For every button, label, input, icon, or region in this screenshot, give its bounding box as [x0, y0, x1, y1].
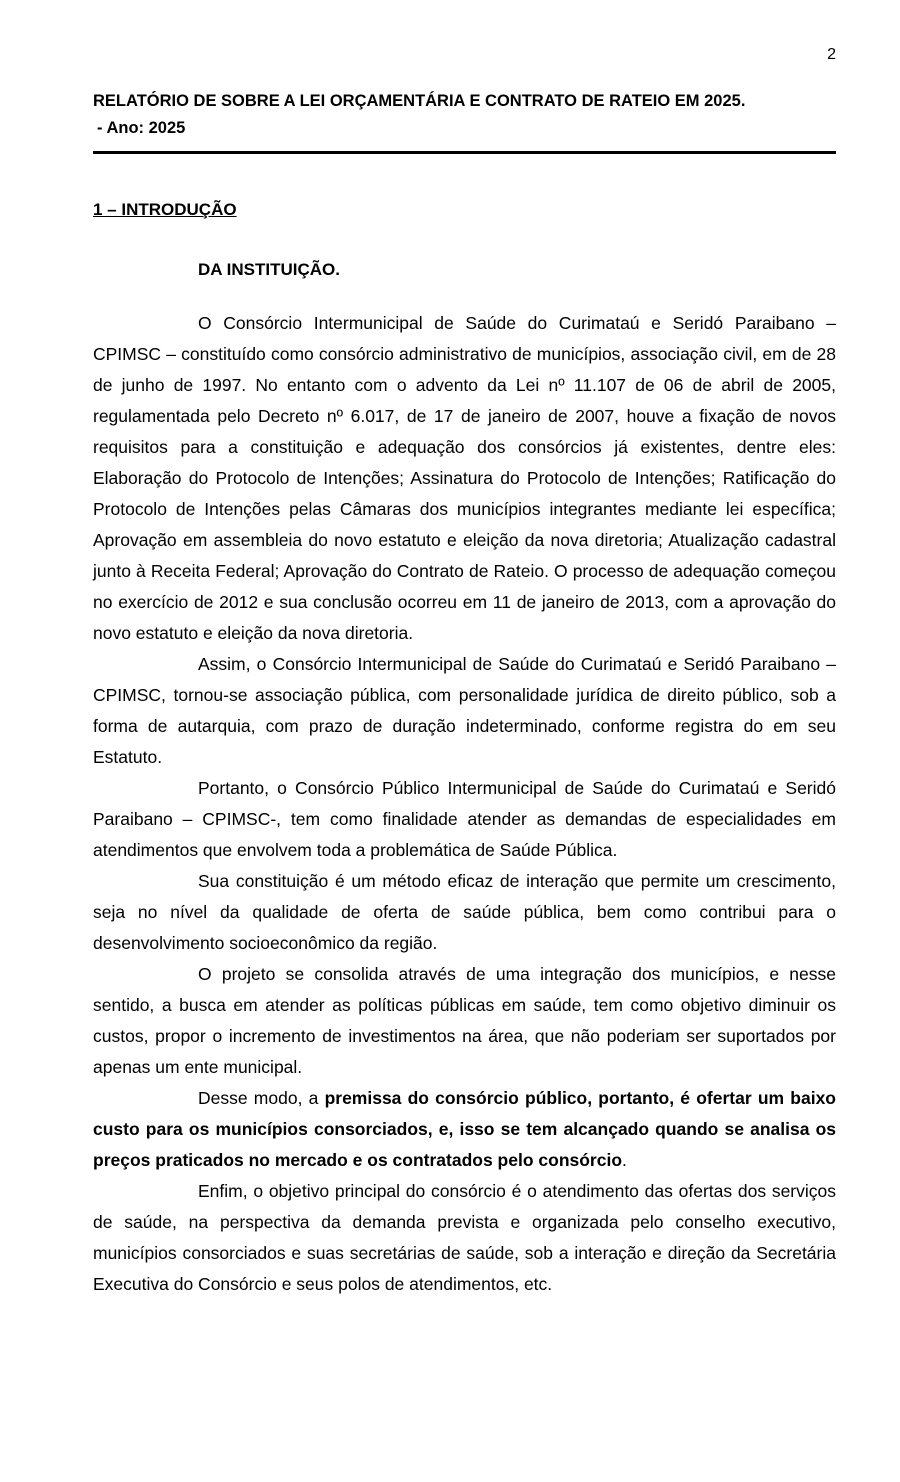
document-header: [93, 88, 836, 154]
subheading-da-instituicao: DA INSTITUIÇÃO.: [198, 260, 340, 279]
paragraph-6-bold-run: premissa do consórcio público, portanto, é ofertar um baixo custo para os municípios consorciados, e, isso se tem alcançado quando se analisa os preços praticados no mercado e os contratados pelo consórcio: [93, 1088, 836, 1170]
paragraph-6: [93, 1083, 836, 1176]
page-number: 2: [827, 46, 836, 63]
paragraph-3: Portanto, o Consórcio Público Intermunicipal de Saúde do Curimataú e Seridó Paraibano – CPIMSC-, tem como finalidade atender as demandas de especialidades em atendimentos que envolvem toda a problemática de Saúde Pública.: [93, 778, 836, 860]
section-heading-introducao: [93, 200, 836, 220]
section-heading-text: 1 – INTRODUÇÃO: [93, 200, 237, 219]
header-title-line2: - Ano: 2025: [97, 119, 186, 137]
paragraph-6-prefix: Desse modo, a: [198, 1088, 325, 1108]
paragraph-6-suffix: .: [622, 1150, 627, 1170]
paragraph-1: O Consórcio Intermunicipal de Saúde do Curimataú e Seridó Paraibano – CPIMSC – constituído como consórcio administrativo de municípios, associação civil, em de 28 de junho de 1997. No entanto com o advento da Lei nº 11.107 de 06 de abril de 2005, regulamentada pelo Decreto nº 6.017, de 17 de janeiro de 2007, houve a fixação de novos requisitos para a constituição e adequação dos consórcios já existentes, dentre eles: Elaboração do Protocolo de Intenções; Assinatura do Protocolo de Intenções; Ratificação do Protocolo de Intenções pelas Câmaras dos municípios integrantes mediante lei específica; Aprovação em assembleia do novo estatuto e eleição da nova diretoria; Atualização cadastral junto à Receita Federal; Aprovação do Contrato de Rateio. O processo de adequação começou no exercício de 2012 e sua conclusão ocorreu em 11 de janeiro de 2013, com a aprovação do novo estatuto e eleição da nova diretoria.: [93, 313, 836, 643]
paragraph-7: Enfim, o objetivo principal do consórcio é o atendimento das ofertas dos serviços de saúde, na perspectiva da demanda prevista e organizada pelo conselho executivo, municípios consorciados e suas secretárias de saúde, sob a interação e direção da Secretária Executiva do Consórcio e seus polos de atendimentos, etc.: [93, 1181, 836, 1294]
paragraph-2: Assim, o Consórcio Intermunicipal de Saúde do Curimataú e Seridó Paraibano – CPIMSC, tornou-se associação pública, com personalidade jurídica de direito público, sob a forma de autarquia, com prazo de duração indeterminado, conforme registra do em seu Estatuto.: [93, 654, 836, 767]
header-title-line1: RELATÓRIO DE SOBRE A LEI ORÇAMENTÁRIA E CONTRATO DE RATEIO EM 2025.: [93, 92, 746, 110]
document-body: [93, 308, 836, 1300]
paragraph-4: Sua constituição é um método eficaz de interação que permite um crescimento, seja no nível da qualidade de oferta de saúde pública, bem como contribui para o desenvolvimento socioeconômico da região.: [93, 871, 836, 953]
paragraph-5: O projeto se consolida através de uma integração dos municípios, e nesse sentido, a busca em atender as políticas públicas em saúde, tem como objetivo diminuir os custos, propor o incremento de investimentos na área, que não poderiam ser suportados por apenas um ente municipal.: [93, 964, 836, 1077]
